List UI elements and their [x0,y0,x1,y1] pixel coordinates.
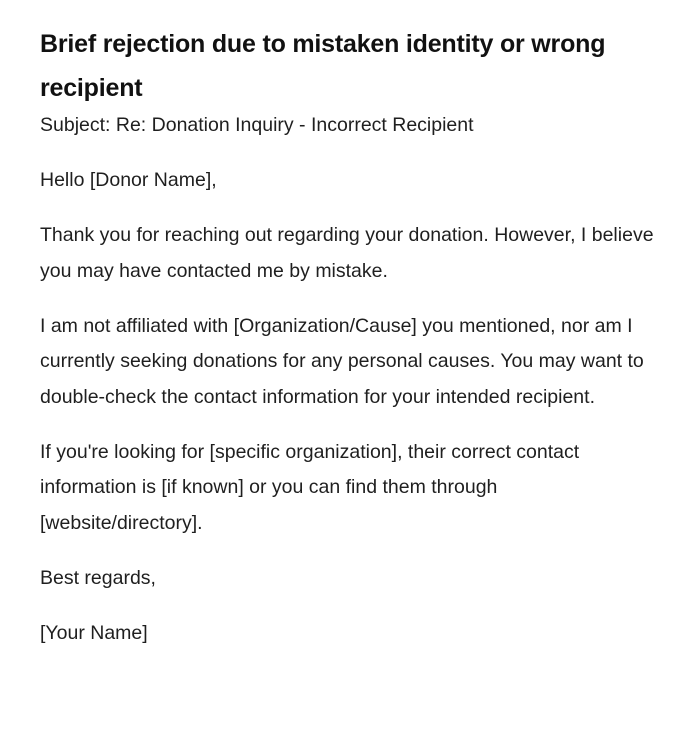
subject-line: Subject: Re: Donation Inquiry - Incorrect Recipient [40,114,474,136]
body-paragraph-2: I am not affiliated with [Organization/Cause] you mentioned, nor am I currently seeking donations for any personal causes. You may want to double-check the contact information for your intended recipient. [40,314,644,408]
page-title: Brief rejection due to mistaken identity or wrong recipient [40,30,606,102]
greeting: Hello [Donor Name], [40,169,217,191]
signature: [Your Name] [40,621,148,644]
body-paragraph-3: If you're looking for [specific organization], their correct contact information is [if known] or you can find them through [website/directory]. [40,440,580,534]
body-paragraph-1: Thank you for reaching out regarding your donation. However, I believe you may have contacted me by mistake. [40,224,654,282]
closing: Best regards, [40,566,156,589]
